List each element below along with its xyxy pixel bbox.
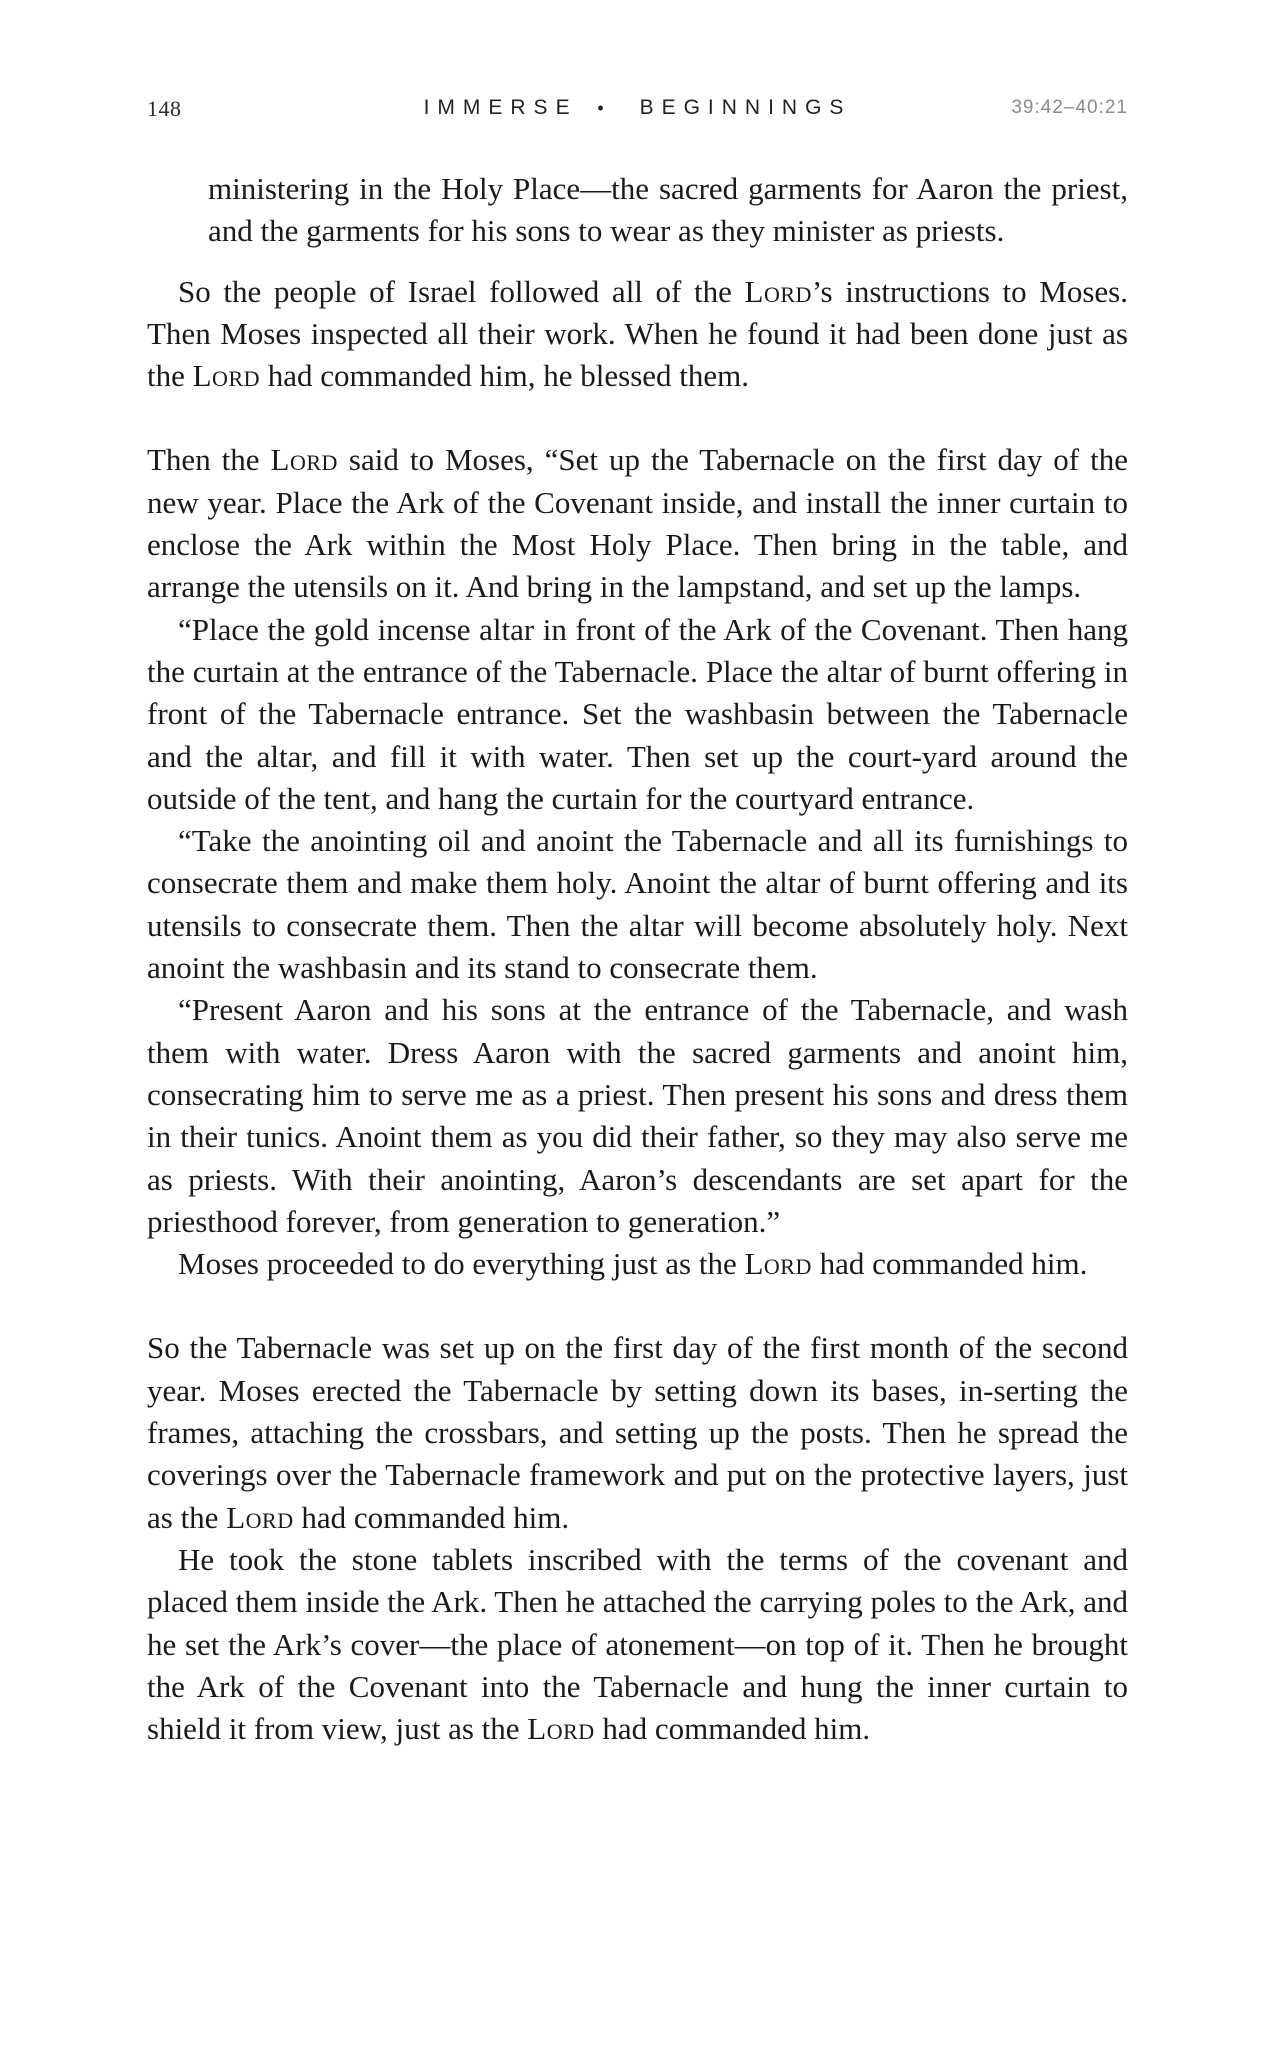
divine-name-lord: Lord	[192, 358, 261, 394]
paragraph-section-start: So the Tabernacle was set up on the first day of the first month of the second year. Moses erected the Tabernacle by setting down its bases, in-serting the frames, attaching the crossbars, and setting up the posts. Then he spread the coverings over the Tabernacle framework and put on the protective layers, just as the Lord had commanded him.	[147, 1330, 1128, 1535]
divine-name-lord: Lord	[270, 442, 338, 478]
running-head	[147, 96, 1128, 126]
divine-name-lord: Lord	[226, 1499, 294, 1535]
book-series-title: IMMERSE	[423, 96, 578, 119]
paragraph: “Take the anointing oil and anoint the Tabernacle and all its furnishings to consecrate them and make them holy. Anoint the altar of burnt offering and its utensils to consecrate them. Then the altar will become absolutely holy. Next anoint the washbasin and its stand to consecrate them.	[147, 823, 1128, 986]
paragraph: Moses proceeded to do everything just as the Lord had commanded him.	[178, 1246, 1088, 1282]
scripture-text-body	[147, 168, 1128, 1750]
running-title	[147, 96, 1128, 120]
paragraph: He took the stone tablets inscribed with the terms of the covenant and placed them inside the Ark. Then he attached the carrying poles to the Ark, and he set the Ark’s cover—the place of atonement—on top of it. Then he brought the Ark of the Covenant into the Tabernacle and hung the inner curtain to shield it from view, just as the Lord had commanded him.	[147, 1541, 1128, 1747]
divine-name-lord: Lord	[744, 273, 812, 309]
page-number: 148	[147, 96, 182, 121]
paragraph-continuation: ministering in the Holy Place—the sacred garments for Aaron the priest, and the garments for his sons to wear as they minister as priests.	[208, 171, 1128, 249]
scripture-reference: 39:42–40:21	[1011, 97, 1128, 118]
paragraph: “Place the gold incense altar in front of the Ark of the Covenant. Then hang the curtain at the entrance of the Tabernacle. Place the altar of burnt offering in front of the Tabernacle entrance. Set the washbasin between the Tabernacle and the altar, and fill it with water. Then set up the court-yard around the outside of the tent, and hang the curtain for the courtyard entrance.	[147, 611, 1128, 816]
book-volume-title: BEGINNINGS	[639, 96, 852, 119]
divine-name-lord: Lord	[527, 1711, 595, 1747]
paragraph: “Present Aaron and his sons at the entrance of the Tabernacle, and wash them with water. Dress Aaron with the sacred garments and anoint him, consecrating him to serve me as a priest. Then present his sons and dress them in their tunics. Anoint them as you did their father, so they may also serve me as priests. With their anointing, Aaron’s descendants are set apart for the priesthood forever, from generation to generation.”	[147, 992, 1128, 1239]
paragraph: So the people of Israel followed all of the Lord’s instructions to Moses. Then Moses inspected all their work. When he found it had been done just as the Lord had commanded him, he blessed them.	[147, 273, 1128, 394]
divine-name-lord: Lord	[744, 1246, 812, 1282]
paragraph-section-start: Then the Lord said to Moses, “Set up the Tabernacle on the first day of the new year. Place the Ark of the Covenant inside, and install the inner curtain to enclose the Ark within the Most Holy Place. Then bring in the table, and arrange the utensils on it. And bring in the lampstand, and set up the lamps.	[147, 442, 1128, 605]
bullet-separator-icon: •	[597, 98, 612, 118]
